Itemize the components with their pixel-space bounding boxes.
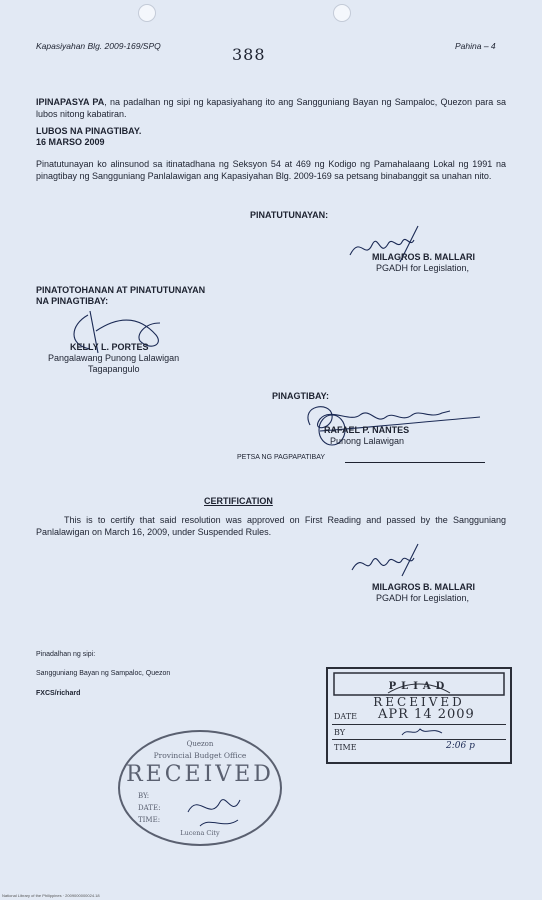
- attest-title: PGADH for Legislation,: [376, 263, 470, 273]
- stamp-received-2: RECEIVED: [373, 695, 465, 709]
- budget-office-stamp: [118, 730, 282, 846]
- approved-name: RAFAEL P. NANTES: [324, 425, 410, 435]
- approved-date: 16 MARSO 2009: [36, 137, 105, 147]
- stamp-by-label-2: BY: [334, 728, 346, 737]
- copies-recipient: Sangguniang Bayan ng Sampaloc, Quezon: [36, 670, 171, 677]
- paragraph-lead: IPINAPASYA PA: [36, 97, 105, 107]
- footer-source: National Library of the Philippines · 2009000000024.18: [2, 893, 100, 898]
- certification-heading: CERTIFICATION: [204, 496, 273, 506]
- stamp-org: PLIAD: [388, 681, 450, 692]
- certification-name: MILAGROS B. MALLARI: [372, 582, 475, 592]
- approved-title: Punong Lalawigan: [330, 436, 405, 446]
- paragraph-copy-furnished: [36, 97, 506, 120]
- resolution-ref: Kapasiyahan Blg. 2009-169/SPQ: [36, 41, 161, 51]
- stamp-time-label: TIME:: [138, 816, 161, 824]
- stamp-by-initials: [398, 725, 448, 739]
- stamp-date-label-2: DATE: [334, 712, 357, 721]
- punch-hole: [333, 4, 351, 22]
- certification-title: PGADH for Legislation,: [376, 593, 470, 603]
- approved-heading: LUBOS NA PINAGTIBAY.: [36, 126, 142, 136]
- signature-mallari-2: [340, 540, 460, 580]
- certify-heading-line2: NA PINAGTIBAY:: [36, 296, 109, 306]
- certify-name: KELLY L. PORTES: [70, 342, 149, 352]
- plgu-received-stamp: [326, 667, 512, 764]
- copies-label: Pinadalhan ng sipi:: [36, 651, 96, 658]
- stamp-city: Lucena City: [180, 829, 220, 837]
- attest-heading: PINATUTUNAYAN:: [250, 210, 329, 220]
- attest-name: MILAGROS B. MALLARI: [372, 252, 475, 262]
- stamp-time-label-2: TIME: [334, 743, 357, 752]
- stamp-date-value: APR 14 2009: [378, 707, 475, 722]
- paragraph-rest: , na padalhan ng sipi ng kapasiyahang ito ang Sangguniang Bayan ng Sampaloc, Quezon para sa lubos nitong kabatiran.: [36, 97, 506, 119]
- certification-text: This is to certify that said resolution was approved on First Reading and passed by the Sangguniang Panlalawigan on March 16, 2009, under Suspended Rules.: [36, 515, 506, 537]
- page-label: Pahina – 4: [455, 41, 496, 51]
- stamp-date-label: DATE:: [138, 804, 161, 812]
- stamp-rule: [332, 739, 506, 740]
- paragraph-attestation: Pinatutunayan ko alinsunod sa itinatadhana ng Seksyon 54 at 469 ng Kodigo ng Pamahalaang Lokal ng 1991 na pinagtibay ng Sangguniang Panlalawigan ang Kapasiyahan Blg. 2009-169 sa petsang binabanggit sa unahan nito.: [36, 159, 506, 181]
- certify-title2: Tagapangulo: [88, 364, 140, 374]
- page-number: 388: [232, 45, 266, 64]
- certify-heading-line1: PINATOTOHANAN AT PINATUTUNAYAN: [36, 285, 206, 295]
- stamp-received: RECEIVED: [126, 762, 274, 787]
- stamp-handwriting: [180, 782, 260, 837]
- punch-hole: [138, 4, 156, 22]
- approval-date-line: [345, 462, 485, 463]
- approved-by-heading: PINAGTIBAY:: [272, 391, 330, 401]
- stamp-province: Quezon: [186, 740, 214, 748]
- stamp-by-label: BY:: [138, 792, 150, 800]
- stamp-time-value: 2:06 p: [446, 741, 475, 751]
- approval-date-label: PETSA NG PAGPAPATIBAY: [237, 454, 326, 461]
- initials: FXCS/richard: [36, 690, 81, 697]
- certify-title1: Pangalawang Punong Lalawigan: [48, 353, 180, 363]
- stamp-office: Provincial Budget Office: [153, 751, 247, 760]
